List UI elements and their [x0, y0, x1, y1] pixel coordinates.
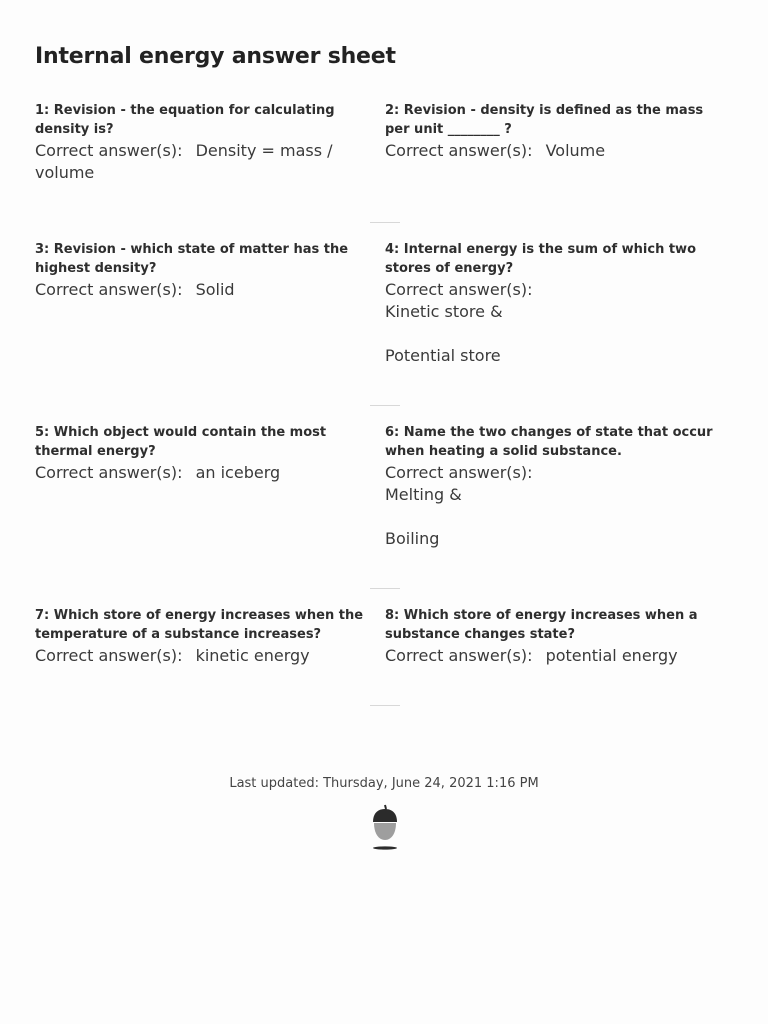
- answer-label: Correct answer(s):: [35, 463, 183, 482]
- page-title: Internal energy answer sheet: [35, 44, 396, 69]
- question-8-prompt: [385, 606, 715, 644]
- question-2-prompt: [385, 101, 715, 139]
- answer-text: Kinetic store &: [385, 302, 503, 321]
- answer-text: Density = mass / volume: [35, 141, 333, 182]
- question-text: Which store of energy increases when a substance changes state?: [385, 608, 698, 642]
- row-divider: [370, 705, 400, 706]
- question-4-prompt: [385, 240, 715, 278]
- answer-block: [35, 140, 365, 184]
- question-6: [385, 423, 715, 550]
- answer-label: Correct answer(s):: [385, 141, 533, 160]
- last-updated: Last updated: Thursday, June 24, 2021 1:16 PM: [229, 776, 539, 791]
- answer-label: Correct answer(s):: [385, 463, 533, 482]
- answer-text: Melting &: [385, 485, 462, 504]
- acorn-icon: [370, 803, 400, 851]
- answer-block: [385, 279, 715, 367]
- question-5: [35, 423, 365, 484]
- question-text: Revision - which state of matter has the highest density?: [35, 242, 349, 276]
- question-2: [385, 101, 715, 162]
- answer-text: kinetic energy: [195, 646, 310, 665]
- question-text: Revision - the equation for calculating density is?: [35, 103, 335, 137]
- question-number: 1:: [35, 103, 50, 118]
- question-number: 2:: [385, 103, 400, 118]
- question-6-prompt: [385, 423, 715, 461]
- question-1-prompt: [35, 101, 365, 139]
- answer-label: Correct answer(s):: [35, 280, 183, 299]
- answer-block: [385, 462, 715, 550]
- question-text: Name the two changes of state that occur when heating a solid substance.: [385, 425, 713, 459]
- row-divider: [370, 588, 400, 589]
- answer-label: Correct answer(s):: [385, 646, 533, 665]
- answer-text: Potential store: [385, 346, 501, 365]
- answer-block: [385, 645, 715, 667]
- row-divider: [370, 222, 400, 223]
- answer-text: potential energy: [545, 646, 678, 665]
- question-7-prompt: [35, 606, 365, 644]
- question-3-prompt: [35, 240, 365, 278]
- answer-block: [385, 140, 715, 162]
- question-number: 7:: [35, 608, 50, 623]
- answer-label: Correct answer(s):: [35, 646, 183, 665]
- question-text: Revision - density is defined as the mass per unit ________ ?: [385, 103, 704, 137]
- question-text: Which store of energy increases when the temperature of a substance increases?: [35, 608, 364, 642]
- question-number: 5:: [35, 425, 50, 440]
- question-5-prompt: [35, 423, 365, 461]
- question-7: [35, 606, 365, 667]
- answer-block: [35, 462, 365, 484]
- question-text: Which object would contain the most thermal energy?: [35, 425, 327, 459]
- answer-label: Correct answer(s):: [385, 280, 533, 299]
- question-number: 3:: [35, 242, 50, 257]
- answer-label: Correct answer(s):: [35, 141, 183, 160]
- question-1: [35, 101, 365, 184]
- question-3: [35, 240, 365, 301]
- question-4: [385, 240, 715, 367]
- answer-text: Solid: [195, 280, 235, 299]
- answer-text: an iceberg: [195, 463, 281, 482]
- answer-block: [35, 645, 365, 667]
- question-8: [385, 606, 715, 667]
- question-number: 4:: [385, 242, 400, 257]
- answer-text: Volume: [545, 141, 606, 160]
- question-number: 6:: [385, 425, 400, 440]
- question-text: Internal energy is the sum of which two stores of energy?: [385, 242, 697, 276]
- question-number: 8:: [385, 608, 400, 623]
- row-divider: [370, 405, 400, 406]
- answer-text: Boiling: [385, 529, 440, 548]
- answer-block: [35, 279, 365, 301]
